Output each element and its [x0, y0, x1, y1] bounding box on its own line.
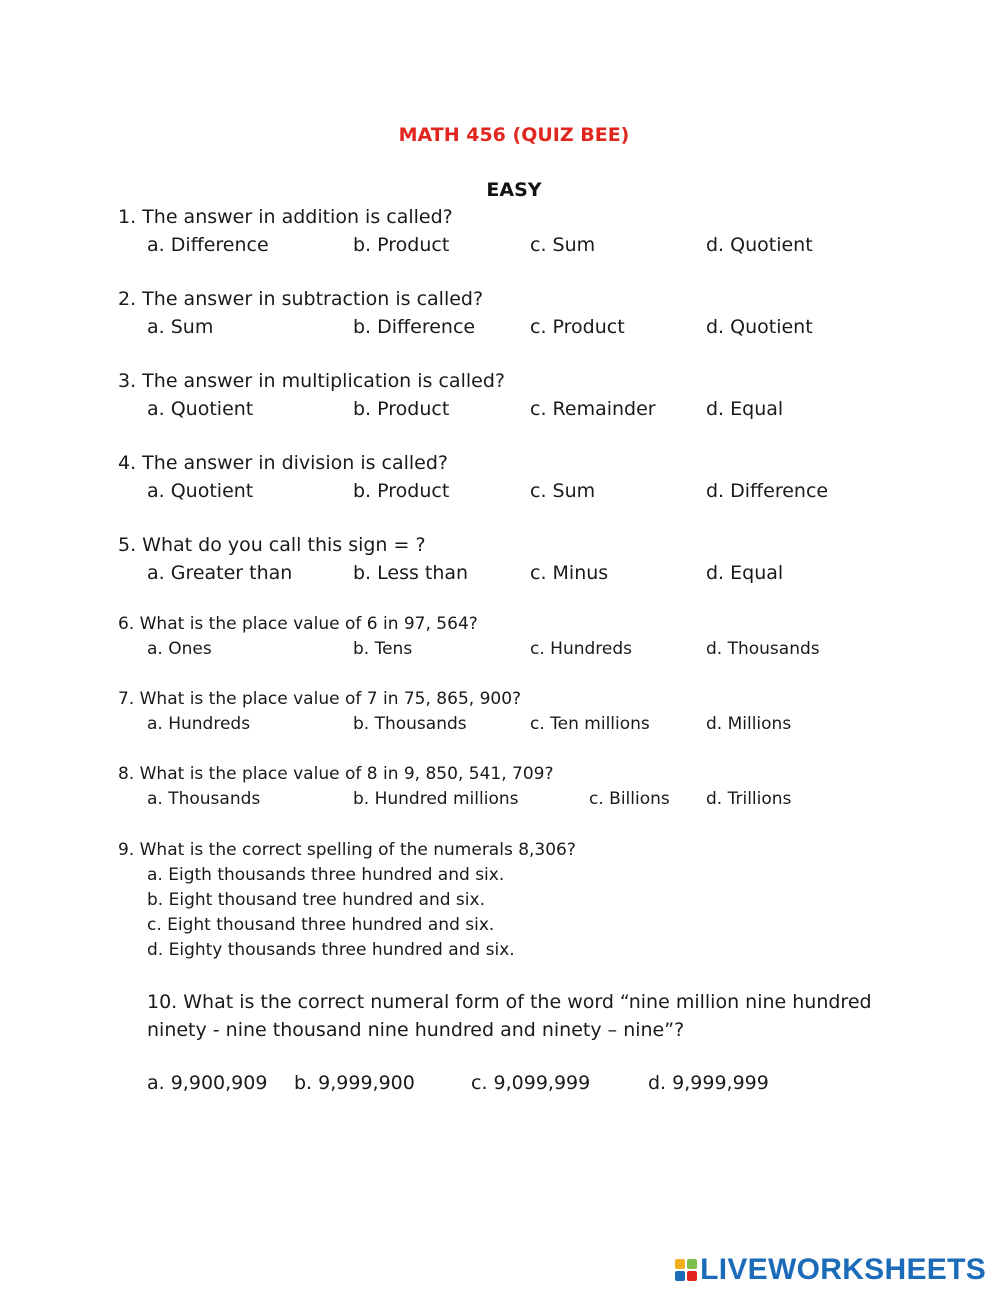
q9-option-a: a. Eigth thousands three hundred and six.: [147, 865, 505, 885]
q8-option-b: b. Hundred millions: [353, 789, 519, 809]
q3-option-a: a. Quotient: [147, 398, 254, 420]
q9-option-d: d. Eighty thousands three hundred and six.: [147, 940, 515, 960]
q6-option-a: a. Ones: [147, 639, 212, 659]
q5-option-a: a. Greater than: [147, 562, 293, 584]
q7-option-b: b. Thousands: [353, 714, 467, 734]
question-6: 6. What is the place value of 6 in 97, 564?: [118, 614, 478, 634]
q6-option-b: b. Tens: [353, 639, 413, 659]
q3-option-d: d. Equal: [706, 398, 784, 420]
q7-option-a: a. Hundreds: [147, 714, 251, 734]
q9-option-b: b. Eight thousand tree hundred and six.: [147, 890, 485, 910]
q10-option-b: b. 9,999,900: [294, 1072, 415, 1094]
q2-option-c: c. Product: [530, 316, 625, 338]
q7-option-c: c. Ten millions: [530, 714, 650, 734]
quiz-title: MATH 456 (QUIZ BEE): [398, 124, 630, 146]
q1-option-c: c. Sum: [530, 234, 596, 256]
q5-option-d: d. Equal: [706, 562, 784, 584]
logo-wordmark: LIVEWORKSHEETS: [700, 1253, 986, 1286]
question-3: 3. The answer in multiplication is called?: [118, 370, 505, 392]
q10-option-a: a. 9,900,909: [147, 1072, 268, 1094]
question-1: 1. The answer in addition is called?: [118, 206, 453, 228]
q4-option-d: d. Difference: [706, 480, 829, 502]
q2-option-d: d. Quotient: [706, 316, 813, 338]
q4-option-a: a. Quotient: [147, 480, 254, 502]
question-5: 5. What do you call this sign = ?: [118, 534, 426, 556]
q8-option-d: d. Trillions: [706, 789, 792, 809]
question-7: 7. What is the place value of 7 in 75, 865, 900?: [118, 689, 522, 709]
section-heading: EASY: [486, 179, 542, 201]
question-2: 2. The answer in subtraction is called?: [118, 288, 484, 310]
q8-option-c: c. Billions: [589, 789, 670, 809]
logo-blocks-icon: [675, 1259, 697, 1281]
q5-option-c: c. Minus: [530, 562, 609, 584]
q6-option-c: c. Hundreds: [530, 639, 632, 659]
question-10: 10. What is the correct numeral form of the word “nine million nine hundred ninety - nine thousand nine hundred and ninety – nine”?: [147, 991, 872, 1041]
q2-option-b: b. Difference: [353, 316, 476, 338]
question-9: 9. What is the correct spelling of the numerals 8,306?: [118, 840, 576, 860]
q10-option-d: d. 9,999,999: [648, 1072, 769, 1094]
q3-option-b: b. Product: [353, 398, 450, 420]
q7-option-d: d. Millions: [706, 714, 792, 734]
question-4: 4. The answer in division is called?: [118, 452, 449, 474]
liveworksheets-logo: [675, 1252, 986, 1288]
q4-option-c: c. Sum: [530, 480, 596, 502]
q4-option-b: b. Product: [353, 480, 450, 502]
q5-option-b: b. Less than: [353, 562, 469, 584]
q3-option-c: c. Remainder: [530, 398, 656, 420]
q1-option-b: b. Product: [353, 234, 450, 256]
q6-option-d: d. Thousands: [706, 639, 820, 659]
q9-option-c: c. Eight thousand three hundred and six.: [147, 915, 495, 935]
question-8: 8. What is the place value of 8 in 9, 850, 541, 709?: [118, 764, 554, 784]
q10-option-c: c. 9,099,999: [471, 1072, 591, 1094]
q1-option-a: a. Difference: [147, 234, 269, 256]
q8-option-a: a. Thousands: [147, 789, 261, 809]
q1-option-d: d. Quotient: [706, 234, 813, 256]
q2-option-a: a. Sum: [147, 316, 214, 338]
